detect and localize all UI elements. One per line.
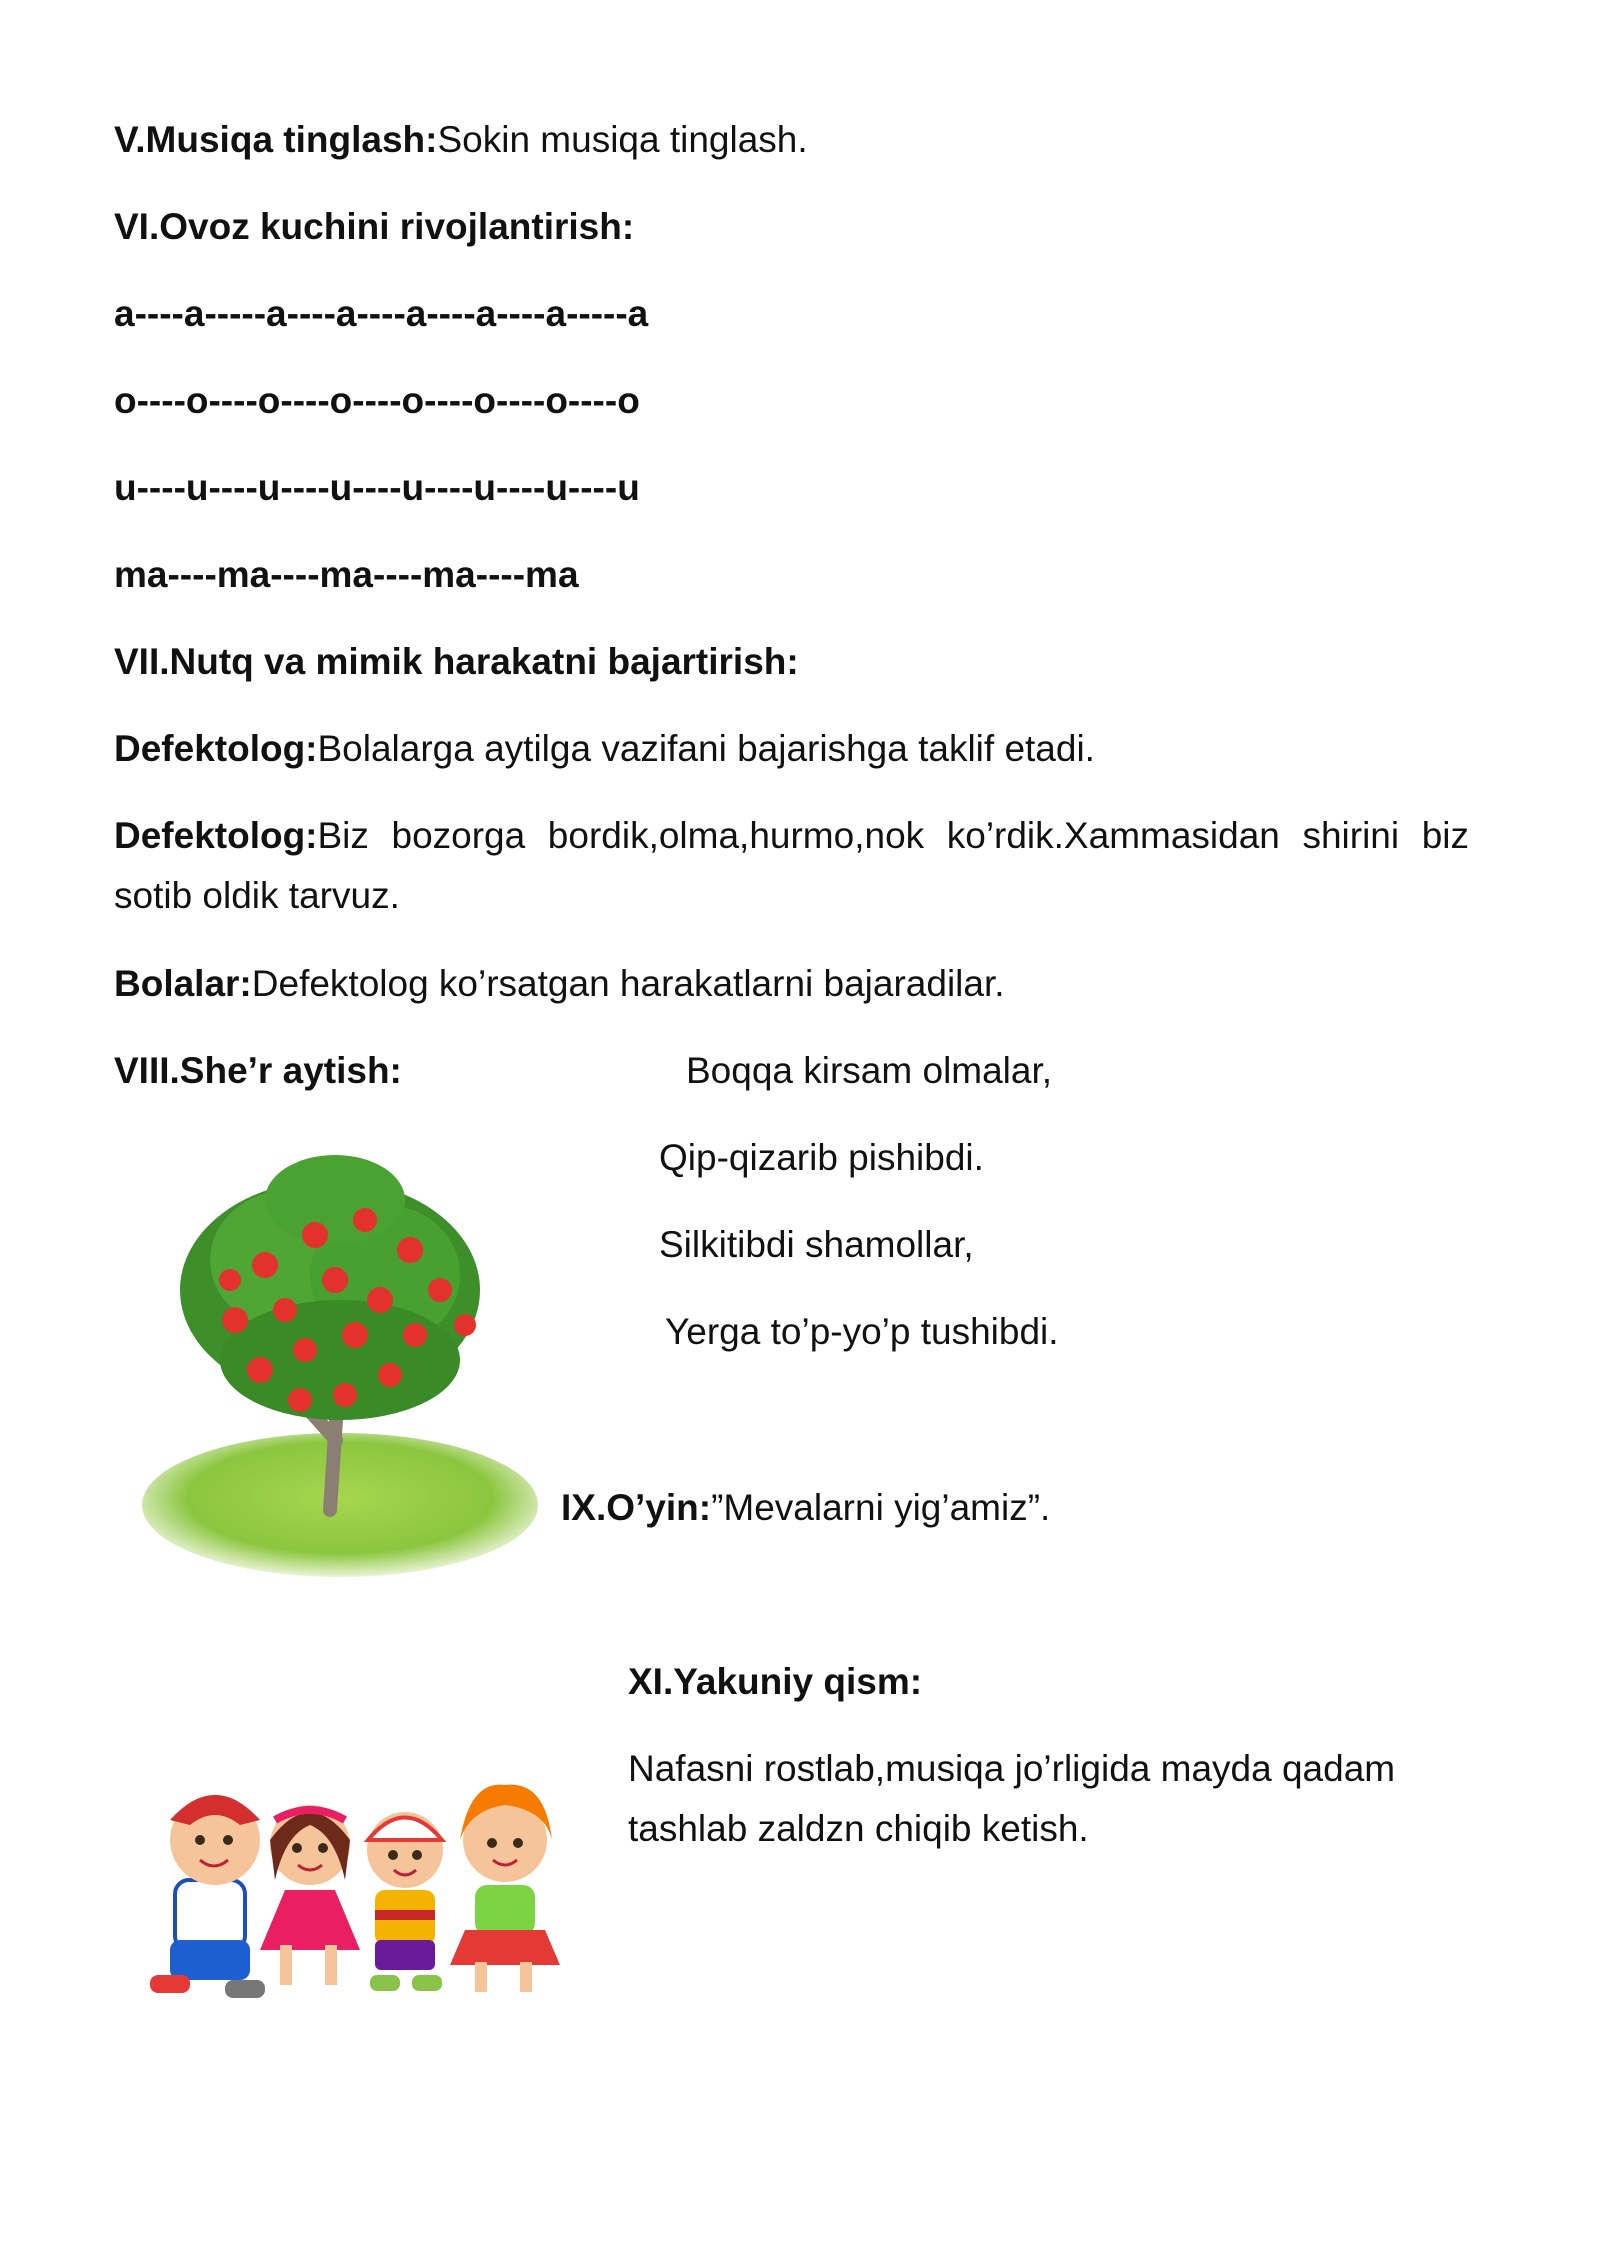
bolalar-text: Defektolog ko’rsatgan harakatlarni bajaradilar. [251,963,1005,1004]
child-3 [367,1812,443,1991]
drill-u: u----u----u----u----u----u----u----u [114,467,640,508]
bolalar-line [114,954,1005,1014]
defektolog-text: Biz bozorga bordik,olma,hurmo,nok ko’rdik.Xammasidan shirini biz sotib oldik tarvuz. [114,815,1469,916]
defektolog-label: Defektolog: [114,728,318,769]
section-6-title: VI.Ovoz kuchini rivojlantirish: [114,206,635,247]
game-line [561,1478,1050,1538]
defektolog-line-2 [114,806,1469,926]
game-text: ”Mevalarni yig’amiz”. [711,1487,1051,1528]
section-8-title: VIII.She’r aytish: [114,1050,402,1091]
child-4 [450,1785,560,1992]
drill-ma: ma----ma----ma----ma----ma [114,554,579,595]
drill-o: o----o----o----o----o----o----o----o [114,380,640,421]
final-text: Nafasni rostlab,musiqa jo’rligida mayda qadam tashlab zaldzn chiqib ketish. [628,1748,1396,1849]
game-label: IX.O’yin: [561,1487,712,1528]
poem-line: Boqqa kirsam olmalar, [686,1050,1053,1091]
apple-tree-illustration [140,1140,560,1580]
final-title: XI.Yakuniy qism: [628,1661,923,1702]
poem-line: Silkitibdi shamollar, [659,1224,974,1265]
defektolog-label: Defektolog: [114,815,318,856]
section-7-title: VII.Nutq va mimik harakatni bajartirish: [114,641,799,682]
section-5-text: Sokin musiqa tinglash. [437,119,808,160]
poem-line: Yerga to’p-yo’p tushibdi. [665,1311,1059,1352]
drill-a: a----a-----a----a----a----a----a-----a [114,293,649,334]
defektolog-text: Bolalarga aytilga vazifani bajarishga taklif etadi. [317,728,1095,769]
section-5-line [114,110,808,170]
child-2 [260,1805,360,1985]
bolalar-label: Bolalar: [114,963,252,1004]
child-1 [150,1795,265,1998]
section-5-title: V.Musiqa tinglash: [114,119,438,160]
defektolog-line-1 [114,719,1095,779]
poem-line: Qip-qizarib pishibdi. [659,1137,984,1178]
children-illustration [120,1740,615,2020]
